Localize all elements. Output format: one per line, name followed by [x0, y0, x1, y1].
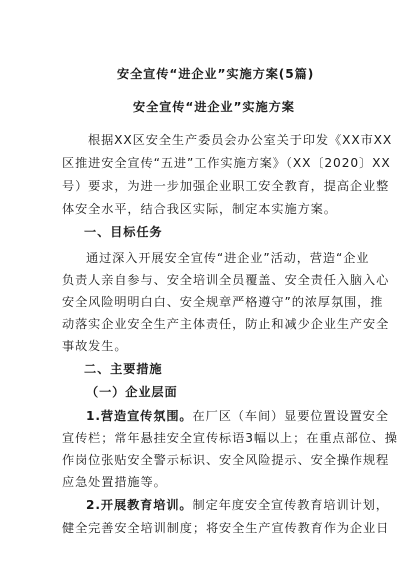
doc-subtitle: 安全宣传“进企业”实施方案 — [133, 100, 295, 114]
section1-line-4: 动落实企业安全生产主体责任，防止和减少企业生产安全 — [62, 317, 390, 331]
section1-line-5: 事故发生。 — [62, 339, 128, 353]
item1-label: 1.营造宣传氛围。 — [86, 409, 193, 423]
section-heading-1: 一、目标任务 — [84, 225, 163, 239]
section1-line-2: 负责人亲自参与、安全培训全员覆盖、安全责任入脑入心 — [62, 273, 390, 287]
item1-line-1 — [86, 409, 389, 423]
doc-title: 安全宣传“进企业”实施方案(5篇) — [117, 67, 315, 81]
section-heading-2: 二、主要措施 — [84, 362, 163, 376]
intro-line-4: 体安全水平，结合我区实际，制定本实施方案。 — [62, 202, 337, 216]
section1-line-1: 通过深入开展安全宣传“进企业”活动，营造“企业 — [86, 251, 370, 265]
intro-line-3: 号）要求，为进一步加强企业职工安全教育，提高企业整 — [62, 179, 390, 193]
item1-text: 在厂区（车间）显要位置设置安全 — [192, 409, 389, 423]
item1-line-4: 应急处置措施等。 — [62, 475, 167, 489]
subsection-heading-1: （一）企业层面 — [86, 385, 178, 399]
intro-line-2: 区推进安全宣传“五进”工作实施方案》（XX〔2020〕XX — [62, 156, 391, 170]
item1-line-2: 宣传栏；常年悬挂安全宣传标语3幅以上；在重点部位、操 — [62, 431, 398, 445]
item2-label: 2.开展教育培训。 — [86, 498, 193, 512]
intro-line-1: 根据XX区安全生产委员会办公室关于印发《XX市XX — [88, 133, 393, 147]
item1-line-3: 作岗位张贴安全警示标识、安全风险提示、安全操作规程 — [62, 453, 390, 467]
item2-line-2: 健全完善安全培训制度；将安全生产宣传教育作为企业日 — [62, 521, 390, 535]
section1-line-3: 安全风险明明白白、安全规章严格遵守”的浓厚氛围，推 — [62, 295, 384, 309]
item2-text: 制定年度安全宣传教育培训计划， — [192, 498, 389, 512]
item2-line-1 — [86, 498, 389, 512]
